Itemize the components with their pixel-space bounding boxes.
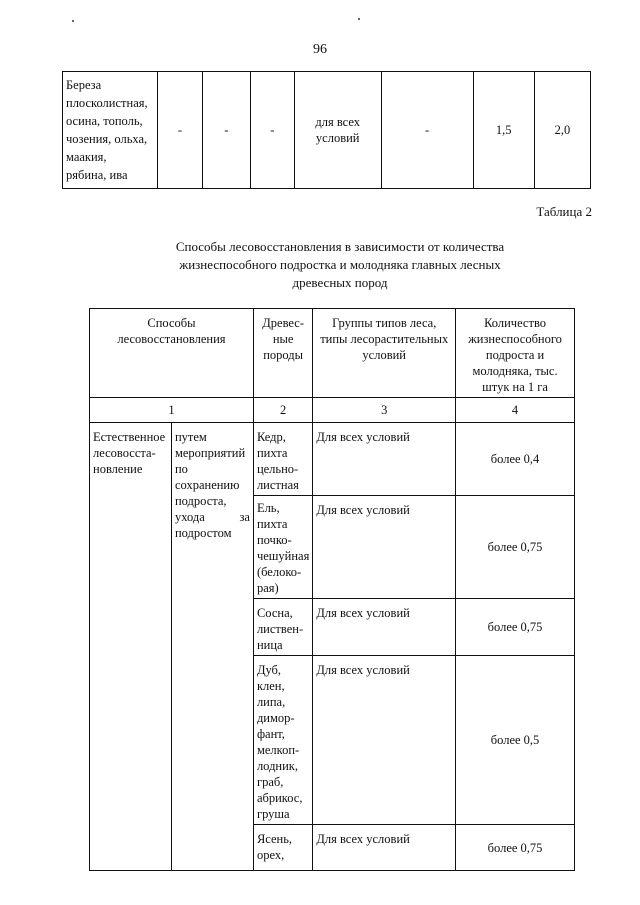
text-line: Естественное [93, 430, 166, 444]
text-line: груша [256, 807, 290, 821]
text-line: ухода за [174, 510, 250, 524]
text-line: по [174, 462, 188, 476]
header-line: ные [272, 332, 294, 346]
text-line: липа, [256, 695, 286, 709]
text-line: почко- [256, 533, 292, 547]
text-line: Береза [66, 78, 102, 92]
text-line: (белоко- [256, 565, 302, 579]
text-line: ница [256, 638, 283, 652]
text-line: цельно- [256, 462, 299, 476]
header-line: Способы [147, 316, 196, 330]
table-cell: - [157, 72, 202, 189]
header-species [253, 309, 312, 398]
quantity-cell: более 0,5 [456, 656, 575, 825]
text-line: рябина, ива [66, 168, 128, 182]
text-line: чозения, ольха, [66, 132, 148, 146]
text-line: рая) [256, 581, 279, 595]
header-line: жизнеспособного [468, 332, 562, 346]
table-cell: - [381, 72, 473, 189]
page-number: 96 [313, 42, 327, 57]
text-line: Кедр, [256, 430, 286, 444]
text-line: граб, [256, 775, 284, 789]
title-line: жизнеспособного подростка и молодняка главных лесных [179, 257, 501, 272]
column-number: 1 [90, 398, 254, 423]
header-line: типы лесорастительных [320, 332, 449, 346]
text-line: подроста, [174, 494, 227, 508]
method-cell [90, 423, 172, 871]
table-label: Таблица 2 [536, 204, 592, 219]
table-cell: - [250, 72, 294, 189]
submethod-cell [171, 423, 253, 871]
header-line: Древес- [262, 316, 304, 330]
text-line: димор- [256, 711, 295, 725]
text-line: лодник, [256, 759, 299, 773]
title-line: древесных пород [292, 275, 388, 290]
species-cell [63, 72, 158, 189]
text-line: пихта [256, 517, 288, 531]
species-cell [253, 825, 312, 871]
text-line: клен, [256, 679, 285, 693]
text-line: плосколистная, [66, 96, 148, 110]
text-line: мероприятий [174, 446, 246, 460]
text-line: для всех [315, 115, 361, 129]
column-number: 2 [253, 398, 312, 423]
text-line: абрикос, [256, 791, 303, 805]
header-line: штук на 1 га [482, 380, 548, 394]
text-line: листвен- [256, 622, 304, 636]
table-title [140, 238, 540, 292]
reforestation-methods-table [89, 308, 575, 871]
text-line: Дуб, [256, 663, 282, 677]
header-line: Группы типов леса, [332, 316, 437, 330]
table-cell: 1,5 [473, 72, 534, 189]
header-line: лесовосстановления [117, 332, 226, 346]
quantity-cell: более 0,75 [456, 599, 575, 656]
text-line: маакия, [66, 150, 107, 164]
text-line: Ясень, [256, 832, 293, 846]
text-line: осина, тополь, [66, 114, 143, 128]
scan-speck [72, 20, 74, 22]
text-line: фант, [256, 727, 285, 741]
species-cell [253, 423, 312, 496]
column-number: 4 [456, 398, 575, 423]
conditions-cell: Для всех условий [313, 496, 456, 599]
table-row [90, 423, 575, 496]
text-line: чешуйная [256, 549, 310, 563]
conditions-cell: Для всех условий [313, 423, 456, 496]
header-line: условий [362, 348, 406, 362]
species-cell [253, 599, 312, 656]
species-cell [253, 496, 312, 599]
header-groups [313, 309, 456, 398]
text-line: пихта [256, 446, 288, 460]
table-row [63, 72, 591, 189]
table-cell: - [202, 72, 250, 189]
quantity-cell: более 0,75 [456, 825, 575, 871]
text-line: сохранению [174, 478, 240, 492]
conditions-cell: Для всех условий [313, 599, 456, 656]
header-methods [90, 309, 254, 398]
column-number: 3 [313, 398, 456, 423]
header-line: подроста и [485, 348, 545, 362]
header-quantity [456, 309, 575, 398]
text-line: орех, [256, 848, 285, 862]
continuation-table [62, 71, 591, 189]
conditions-cell: Для всех условий [313, 825, 456, 871]
text-line: Ель, [256, 501, 280, 515]
quantity-cell: более 0,75 [456, 496, 575, 599]
text-line: подростом [174, 526, 232, 540]
species-cell [253, 656, 312, 825]
quantity-cell: более 0,4 [456, 423, 575, 496]
header-row [90, 309, 575, 398]
text-line: листная [256, 478, 299, 492]
text-line: лесовосста- [93, 446, 156, 460]
text-line: путем [174, 430, 207, 444]
conditions-cell [294, 72, 381, 189]
title-line: Способы лесовосстановления в зависимости от количества [175, 239, 505, 254]
text-line: Сосна, [256, 606, 293, 620]
table-cell: 2,0 [534, 72, 590, 189]
conditions-cell: Для всех условий [313, 656, 456, 825]
header-line: молодняка, тыс. [472, 364, 558, 378]
text-line: условий [315, 131, 360, 145]
scan-speck [358, 18, 360, 20]
header-line: породы [263, 348, 304, 362]
text-line: мелкоп- [256, 743, 300, 757]
text-line: новление [93, 462, 143, 476]
header-line: Количество [484, 316, 547, 330]
column-number-row [90, 398, 575, 423]
